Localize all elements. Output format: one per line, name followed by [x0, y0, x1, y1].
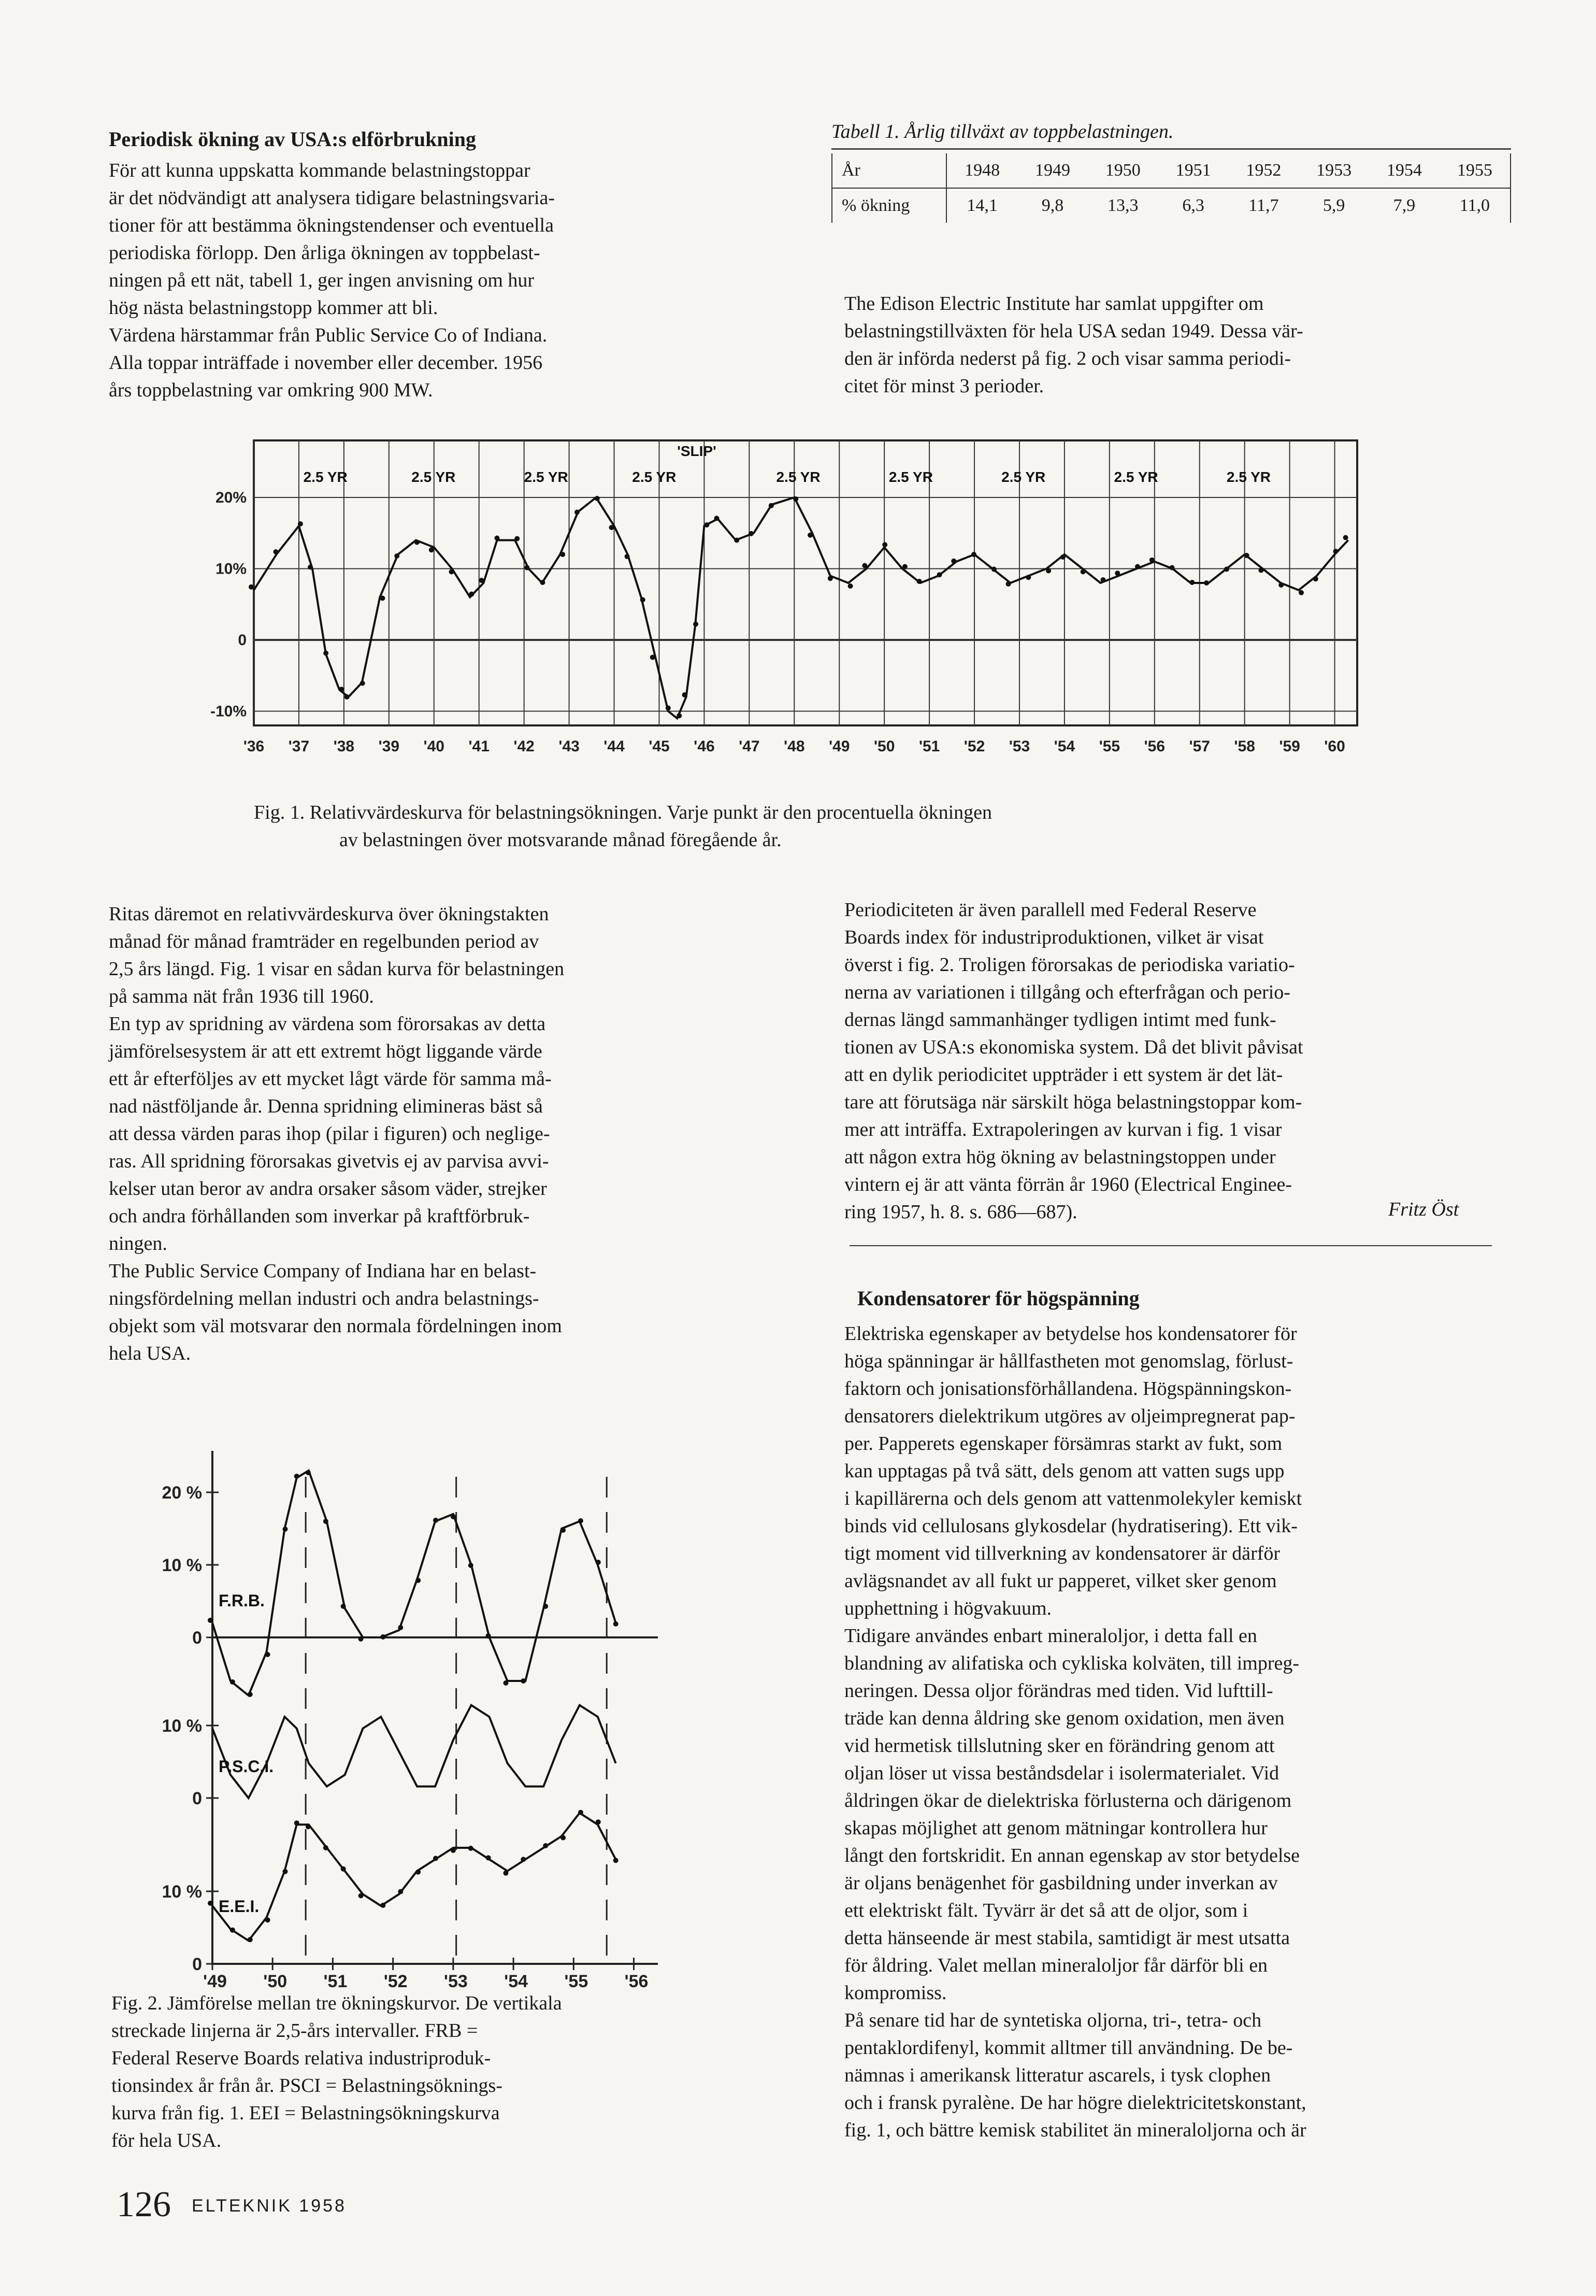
- fig2-data-point: [560, 1835, 566, 1841]
- fig2-data-point: [468, 1846, 473, 1851]
- left-body-text: [109, 901, 772, 1367]
- fig1-data-point: [344, 694, 350, 700]
- text-line: objekt som väl motsvarar den normala fördelningen inom: [109, 1315, 562, 1337]
- fig2-data-point: [306, 1824, 311, 1829]
- fig1-x-tick: '57: [1189, 738, 1210, 755]
- table1-growth-cell: 9,8: [1041, 196, 1064, 215]
- fig1-x-tick: '53: [1009, 738, 1030, 755]
- fig1-data-point: [1026, 575, 1031, 580]
- fig1-y-tick: -10%: [210, 703, 247, 720]
- fig2-data-point: [451, 1848, 456, 1853]
- fig1-x-tick: '42: [513, 738, 535, 755]
- fig1-data-point: [449, 569, 454, 575]
- fig1-x-tick: '49: [828, 738, 850, 755]
- fig1-data-point: [595, 496, 600, 501]
- fig1-data-point: [1189, 580, 1195, 585]
- text-line: hög nästa belastningstopp kommer att bli.: [109, 297, 438, 319]
- fig1-data-point: [677, 713, 682, 718]
- text-line: att någon extra hög ökning av belastningstoppen under: [844, 1146, 1276, 1168]
- fig1-x-tick: '51: [918, 738, 940, 755]
- fig1-data-point: [1115, 571, 1120, 576]
- table1-note: [844, 290, 1513, 400]
- fig2-data-point: [380, 1903, 385, 1908]
- text-line: Värdena härstammar från Public Service Co of Indiana.: [109, 324, 548, 346]
- fig1-x-tick: '40: [423, 738, 445, 755]
- text-line: nerna av variationen i tillgång och efterfrågan och perio-: [844, 981, 1290, 1003]
- fig1-data-point: [1135, 564, 1140, 569]
- fig2-data-point: [282, 1527, 287, 1532]
- fig1-y-tick: 10%: [215, 560, 247, 578]
- fig2-y-label: 0: [192, 1789, 202, 1808]
- text-line: ningen på ett nät, tabell 1, ger ingen anvisning om hur: [109, 269, 535, 291]
- fig1-chart: [197, 435, 1388, 793]
- author-signature: Fritz Öst: [1388, 1199, 1459, 1220]
- fig1-data-point: [704, 522, 709, 527]
- fig2-data-point: [306, 1470, 311, 1475]
- fig1-y-tick: 0: [238, 632, 247, 649]
- fig1-data-point: [308, 565, 313, 570]
- fig1-data-point: [749, 531, 754, 536]
- fig1-period-label: 2.5 YR: [888, 469, 933, 485]
- fig1-data-point: [808, 533, 813, 538]
- fig2-data-point: [341, 1866, 346, 1872]
- fig1-data-point: [1081, 569, 1086, 575]
- fig2-data-point: [560, 1528, 566, 1533]
- table1-growth-cell: 11,0: [1440, 188, 1511, 223]
- text-line: Elektriska egenskaper av betydelse hos kondensatorer för: [844, 1323, 1297, 1345]
- fig2-data-point: [433, 1518, 438, 1523]
- table1: [831, 153, 1511, 223]
- intro-text: [109, 157, 772, 404]
- fig2-curve-psci: [212, 1705, 616, 1798]
- text-line: The Public Service Company of Indiana har en belast-: [109, 1260, 537, 1282]
- text-line: blandning av alifatiska och cykliska kolväten, till impreg-: [844, 1652, 1299, 1674]
- fig1-data-point: [380, 596, 385, 601]
- fig2-data-point: [248, 1937, 253, 1942]
- fig1-period-label: 2.5 YR: [1001, 469, 1046, 485]
- fig1-caption-line2: av belastningen över motsvarande månad föregående år.: [339, 829, 782, 851]
- text-line: Boards index för industriproduktionen, vilket är visat: [844, 926, 1264, 948]
- text-line: jämförelsesystem är att ett extremt högt liggande värde: [109, 1040, 542, 1062]
- text-line: att dessa värden paras ihop (pilar i figuren) och neglige-: [109, 1123, 550, 1145]
- text-line: för åldring. Valet mellan mineraloljor får därför bli en: [844, 1955, 1268, 1976]
- fig1-data-point: [769, 503, 774, 508]
- caption-line: tionsindex år från år. PSCI = Belastningsöknings-: [111, 2075, 502, 2097]
- fig2-curve-frb: [212, 1471, 616, 1695]
- fig1-data-point: [524, 565, 529, 571]
- fig1-y-tick: 20%: [215, 489, 247, 506]
- fig2-y-label: 0: [192, 1628, 202, 1648]
- text-line: mer att inträffa. Extrapoleringen av kurvan i fig. 1 visar: [844, 1119, 1282, 1140]
- fig2-data-point: [503, 1680, 508, 1686]
- fig2-data-point: [613, 1621, 619, 1627]
- fig2-x-tick: '51: [323, 1972, 348, 1990]
- table1-year-cell: 1948: [946, 153, 1017, 188]
- fig1-x-tick: '44: [603, 738, 625, 755]
- fig1-data-point: [666, 706, 671, 711]
- fig2-data-point: [248, 1692, 253, 1697]
- fig2-x-tick: '49: [203, 1972, 227, 1990]
- fig1-data-point: [793, 496, 798, 502]
- text-line: För att kunna uppskatta kommande belastningstoppar: [109, 160, 530, 181]
- fig1-data-point: [1149, 558, 1155, 563]
- text-line: att en dylik periodicitet uppträder i ett system är det lät-: [844, 1064, 1283, 1086]
- fig2-data-point: [433, 1856, 438, 1861]
- fig2-curve-label: F.R.B.: [219, 1591, 265, 1610]
- fig2-caption: [111, 1990, 785, 2155]
- table1-growth-label: % ökning: [832, 188, 946, 223]
- fig1-data-point: [917, 579, 922, 584]
- fig1-x-tick: '56: [1144, 738, 1166, 755]
- fig1-data-point: [1333, 549, 1339, 554]
- text-line: avlägsnandet av all fukt ur papperet, vilket sker genom: [844, 1570, 1277, 1592]
- fig1-period-label: 2.5 YR: [632, 469, 677, 485]
- text-line: faktorn och jonisationsförhållandena. Högspänningskon-: [844, 1378, 1292, 1400]
- fig1-x-tick: '50: [873, 738, 895, 755]
- fig2-x-tick: '55: [564, 1972, 588, 1990]
- table1-year-cell: 1955: [1440, 153, 1511, 188]
- fig1-data-point: [693, 622, 698, 627]
- fig2-data-point: [282, 1869, 287, 1874]
- fig2-data-point: [415, 1578, 421, 1583]
- table1-growth-row: [832, 188, 1511, 223]
- text-line: The Edison Electric Institute har samlat uppgifter om: [844, 293, 1264, 315]
- text-line: per. Papperets egenskaper försämras starkt av fukt, som: [844, 1433, 1283, 1454]
- fig2-data-point: [398, 1625, 403, 1630]
- fig1-data-point: [1299, 590, 1304, 595]
- text-line: tigt moment vid tillverkning av kondensatorer är därför: [844, 1543, 1281, 1564]
- fig2-data-point: [341, 1604, 346, 1609]
- text-line: Periodiciteten är även parallell med Federal Reserve: [844, 899, 1257, 921]
- fig1-data-point: [1224, 567, 1229, 572]
- fig1-x-tick: '48: [784, 738, 805, 755]
- fig1-data-point: [882, 542, 887, 547]
- text-line: åldringen ökar de dielektriska förlusterna och därigenom: [844, 1790, 1292, 1812]
- fig1-data-point: [1313, 576, 1318, 581]
- text-line: belastningstillväxten för hela USA sedan 1949. Dessa vär-: [844, 320, 1303, 342]
- fig1-x-tick: '37: [288, 738, 310, 755]
- fig2-data-point: [230, 1679, 235, 1685]
- fig2-y-label: 10 %: [162, 1716, 202, 1736]
- fig2-data-point: [578, 1518, 583, 1523]
- fig1-data-point: [249, 584, 254, 590]
- fig2-data-point: [596, 1560, 601, 1565]
- fig2-data-point: [358, 1893, 364, 1899]
- text-line: tionen av USA:s ekonomiska system. Då det blivit påvisat: [844, 1036, 1303, 1058]
- text-line: ring 1957, h. 8. s. 686—687).: [844, 1201, 1077, 1223]
- fig1-period-label: 2.5 YR: [1226, 469, 1271, 485]
- article-divider: [850, 1245, 1492, 1246]
- text-line: och andra förhållanden som inverkar på kraftförbruk-: [109, 1205, 530, 1227]
- fig1-data-point: [734, 538, 739, 543]
- table1-year-cell: 1954: [1369, 153, 1440, 188]
- text-line: ras. All spridning förorsakas givetvis ej av parvisa avvi-: [109, 1150, 549, 1172]
- text-line: månad för månad framträder en regelbunden period av: [109, 931, 539, 952]
- fig2-y-label: 0: [192, 1955, 202, 1974]
- fig1-data-point: [862, 563, 867, 568]
- fig2-data-point: [398, 1889, 403, 1894]
- fig1-x-tick: '59: [1279, 738, 1300, 755]
- fig1-curve: [254, 497, 1348, 718]
- fig1-data-point: [1258, 568, 1263, 573]
- fig1-data-point: [429, 547, 434, 552]
- fig1-data-point: [971, 552, 976, 557]
- text-line: tioner för att bestämma ökningstendenser och eventuella: [109, 215, 554, 236]
- fig1-data-point: [828, 576, 833, 581]
- text-line: överst i fig. 2. Troligen förorsakas de periodiska variatio-: [844, 954, 1295, 976]
- text-line: På senare tid har de syntetiska oljorna, tri-, tetra- och: [844, 2009, 1262, 2031]
- fig1-x-tick: '47: [739, 738, 760, 755]
- text-line: tare att förutsäga när särskilt höga belastningstoppar kom-: [844, 1091, 1302, 1113]
- fig2-curve-eei: [212, 1813, 616, 1941]
- caption-line: streckade linjerna är 2,5-års intervaller. FRB =: [111, 2020, 478, 2042]
- fig2-data-point: [380, 1634, 385, 1639]
- fig1-x-tick: '46: [694, 738, 715, 755]
- text-line: års toppbelastning var omkring 900 MW.: [109, 379, 433, 401]
- fig1-data-point: [298, 521, 303, 526]
- fig1-data-point: [339, 687, 344, 692]
- fig1-caption: [254, 799, 1393, 854]
- fig1-data-point: [1204, 580, 1209, 586]
- fig2-x-tick: '53: [443, 1972, 468, 1990]
- fig2-data-point: [265, 1917, 270, 1922]
- right-body-text: [844, 896, 1513, 1226]
- fig1-data-point: [902, 564, 908, 569]
- text-line: fig. 1, och bättre kemisk stabilitet än mineraloljorna och är: [844, 2119, 1306, 2141]
- table1-year-cell: 1949: [1017, 153, 1088, 188]
- fig1-data-point: [360, 681, 365, 686]
- text-line: periodiska förlopp. Den årliga ökningen av toppbelast-: [109, 242, 540, 264]
- fig1-caption-line1: Fig. 1. Relativvärdeskurva för belastningsökningen. Varje punkt är den procentuella ökningen: [254, 802, 992, 823]
- fig2-data-point: [208, 1901, 213, 1906]
- fig1-data-point: [540, 580, 545, 585]
- fig1-data-point: [1006, 581, 1011, 587]
- caption-line: Federal Reserve Boards relativa industriproduk-: [111, 2047, 491, 2069]
- fig1-data-point: [609, 525, 614, 530]
- page-number: 126: [117, 2185, 171, 2224]
- table1-growth-cell: 6,3: [1182, 196, 1204, 215]
- fig1-data-point: [937, 572, 942, 577]
- text-line: träde kan denna åldring ske genom oxidation, men även: [844, 1707, 1285, 1729]
- fig1-data-point: [1046, 568, 1051, 574]
- table1-year-cell: 1950: [1088, 153, 1158, 188]
- fig1-data-point: [682, 692, 687, 697]
- fig1-data-point: [1170, 565, 1175, 571]
- fig1-data-point: [650, 655, 655, 660]
- table1-year-row: [832, 153, 1511, 188]
- fig1-data-point: [494, 536, 499, 541]
- fig1-period-label: 2.5 YR: [524, 469, 568, 485]
- fig1-data-point: [273, 549, 278, 554]
- table1-year-label: År: [832, 153, 946, 188]
- table1-year-cell: 1953: [1299, 153, 1369, 188]
- text-line: upphettning i högvakuum.: [844, 1598, 1052, 1619]
- fig1-x-tick: '43: [558, 738, 580, 755]
- fig1-data-point: [514, 536, 520, 541]
- fig2-data-point: [486, 1633, 491, 1638]
- fig2-x-tick: '54: [504, 1972, 528, 1990]
- text-line: kan upptagas på två sätt, dels genom att vatten sugs upp: [844, 1460, 1285, 1482]
- text-line: binds vid cellulosans glykosdelar (hydratisering). Ett vik-: [844, 1515, 1298, 1537]
- fig1-data-point: [1244, 553, 1249, 558]
- fig2-curve-label: E.E.I.: [219, 1897, 260, 1916]
- journal-name: ELTEKNIK 1958: [192, 2196, 347, 2216]
- text-line: hela USA.: [109, 1343, 191, 1364]
- fig1-x-tick: '55: [1099, 738, 1120, 755]
- text-line: höga spänningar är hållfastheten mot genomslag, förlust-: [844, 1350, 1293, 1372]
- fig2-x-tick: '56: [624, 1972, 649, 1990]
- fig1-data-point: [469, 592, 474, 597]
- fig2-data-point: [294, 1820, 299, 1826]
- text-line: i kapillärerna och dels genom att vattenmolekyler kemiskt: [844, 1488, 1302, 1509]
- table1-growth-cell: 13,3: [1108, 196, 1139, 215]
- text-line: pentaklordifenyl, kommit alltmer till användning. De be-: [844, 2037, 1293, 2059]
- text-line: och i fransk pyralène. De har högre dielektricitetskonstant,: [844, 2092, 1306, 2114]
- second-article-text: [844, 1320, 1513, 2144]
- table1-top-rule: [831, 148, 1511, 150]
- fig1-x-tick: '41: [468, 738, 490, 755]
- fig1-data-point: [848, 583, 853, 589]
- fig2-data-point: [294, 1474, 299, 1479]
- fig1-period-label: 2.5 YR: [303, 469, 348, 485]
- article-heading-periodisk: Periodisk ökning av USA:s elförbrukning: [109, 127, 477, 151]
- caption-line: kurva från fig. 1. EEI = Belastningsökningskurva: [111, 2102, 500, 2124]
- fig1-data-point: [323, 651, 328, 656]
- fig1-x-tick: '45: [649, 738, 670, 755]
- fig2-data-point: [323, 1845, 328, 1850]
- text-line: 2,5 års längd. Fig. 1 visar en sådan kurva för belastningen: [109, 958, 565, 980]
- text-line: ningen.: [109, 1233, 167, 1254]
- fig1-data-point: [414, 540, 420, 545]
- text-line: dernas längd sammanhänger tydligen intimt med funk-: [844, 1009, 1276, 1031]
- fig2-data-point: [543, 1604, 548, 1609]
- fig1-data-point: [991, 567, 997, 572]
- fig1-slip-label: 'SLIP': [677, 443, 716, 459]
- text-line: vid hermetisk tillslutning sker en förändring genom att: [844, 1735, 1275, 1757]
- text-line: citet för minst 3 perioder.: [844, 375, 1044, 397]
- caption-line: för hela USA.: [111, 2130, 222, 2151]
- fig2-data-point: [596, 1819, 601, 1824]
- fig2-data-point: [358, 1636, 364, 1642]
- table1-year-cell: 1952: [1228, 153, 1299, 188]
- text-line: på samma nät från 1936 till 1960.: [109, 986, 374, 1007]
- fig2-y-label: 10 %: [162, 1882, 202, 1902]
- fig1-x-tick: '58: [1234, 738, 1255, 755]
- text-line: är det nödvändigt att analysera tidigare belastningsvaria-: [109, 187, 555, 209]
- fig1-data-point: [640, 597, 645, 603]
- fig1-x-tick: '38: [333, 738, 355, 755]
- fig1-x-tick: '52: [964, 738, 985, 755]
- text-line: skapas möjlighet att genom mätningar kontrollera hur: [844, 1817, 1268, 1839]
- text-line: ningsfördelning mellan industri och andra belastnings-: [109, 1288, 539, 1309]
- fig1-period-label: 2.5 YR: [1114, 469, 1158, 485]
- fig1-data-point: [574, 510, 580, 515]
- article-heading-kondensatorer: Kondensatorer för högspänning: [857, 1287, 1140, 1310]
- fig1-data-point: [560, 552, 565, 557]
- text-line: Ritas däremot en relativvärdeskurva över ökningstakten: [109, 903, 549, 925]
- fig2-y-label: 10 %: [162, 1556, 202, 1575]
- fig2-data-point: [208, 1618, 213, 1623]
- table1-caption: Tabell 1. Årlig tillväxt av toppbelastningen.: [831, 121, 1174, 142]
- fig2-data-point: [613, 1858, 619, 1863]
- fig1-data-point: [1100, 577, 1105, 582]
- table1-growth-cell: 5,9: [1322, 196, 1345, 215]
- table1-year-cell: 1951: [1158, 153, 1229, 188]
- text-line: Alla toppar inträffade i november eller december. 1956: [109, 352, 543, 374]
- fig1-data-point: [714, 516, 719, 521]
- text-line: den är införda nederst på fig. 2 och visar samma periodi-: [844, 348, 1291, 369]
- fig2-x-tick: '50: [263, 1972, 287, 1990]
- fig2-x-tick: '52: [383, 1972, 408, 1990]
- fig2-data-point: [415, 1870, 421, 1875]
- text-line: densatorers dielektrikum utgöres av oljeimpregnerat pap-: [844, 1405, 1296, 1427]
- text-line: nämnas i amerikansk litteratur ascarels, i tysk clophen: [844, 2064, 1271, 2086]
- text-line: kompromiss.: [844, 1982, 947, 2004]
- caption-line: Fig. 2. Jämförelse mellan tre ökningskurvor. De vertikala: [111, 1992, 562, 2014]
- table1-growth-cell: 14,1: [967, 196, 998, 215]
- fig1-x-tick: '36: [243, 738, 265, 755]
- fig1-x-tick: '54: [1054, 738, 1075, 755]
- fig2-data-point: [265, 1652, 270, 1657]
- text-line: Tidigare användes enbart mineraloljor, i detta fall en: [844, 1625, 1257, 1647]
- fig2-data-point: [521, 1857, 526, 1862]
- text-line: kelser utan beror av andra orsaker såsom väder, strejker: [109, 1178, 547, 1200]
- fig1-x-tick: '39: [378, 738, 400, 755]
- fig2-chart: [135, 1446, 704, 1990]
- fig2-curve-label: P.S.C.I.: [219, 1757, 274, 1776]
- text-line: oljan löser ut vissa beståndsdelar i isolermaterialet. Vid: [844, 1762, 1279, 1784]
- fig1-data-point: [1343, 535, 1348, 540]
- text-line: nad nästföljande år. Denna spridning elimineras bäst så: [109, 1095, 543, 1117]
- fig1-period-label: 2.5 YR: [776, 469, 821, 485]
- fig2-data-point: [451, 1514, 456, 1519]
- text-line: detta hänseende är mest stabila, samtidigt är mest utsatta: [844, 1927, 1290, 1949]
- text-line: En typ av spridning av värdena som förorsakas av detta: [109, 1013, 546, 1035]
- text-line: ett elektriskt fält. Tyvärr är det så att de oljor, som i: [844, 1900, 1248, 1921]
- fig1-period-label: 2.5 YR: [411, 469, 456, 485]
- fig2-y-label: 20 %: [162, 1483, 202, 1503]
- fig2-data-point: [468, 1563, 473, 1568]
- fig1-data-point: [951, 559, 956, 564]
- fig1-x-tick: '60: [1324, 738, 1345, 755]
- fig2-data-point: [323, 1519, 328, 1524]
- text-line: är oljans benägenhet för gasbildning under inverkan av: [844, 1872, 1278, 1894]
- fig1-data-point: [394, 553, 399, 559]
- fig2-data-point: [578, 1810, 583, 1815]
- fig2-data-point: [543, 1843, 548, 1848]
- text-line: vintern ej är att vänta förrän år 1960 (Electrical Enginee-: [844, 1174, 1292, 1195]
- text-line: neringen. Dessa oljor förändras med tiden. Vid lufttill-: [844, 1680, 1273, 1702]
- fig1-data-point: [625, 554, 630, 559]
- fig1-data-point: [479, 578, 484, 583]
- fig2-data-point: [486, 1855, 491, 1860]
- fig2-data-point: [503, 1871, 508, 1876]
- text-line: ett år efterföljes av ett mycket lågt värde för samma må-: [109, 1068, 552, 1090]
- text-line: långt den fortskridit. En annan egenskap av stor betydelse: [844, 1845, 1300, 1866]
- fig2-data-point: [230, 1928, 235, 1933]
- fig2-data-point: [521, 1678, 526, 1684]
- table1-growth-cell: 11,7: [1248, 196, 1279, 215]
- table1-growth-cell: 7,9: [1393, 196, 1416, 215]
- fig1-data-point: [1278, 582, 1284, 588]
- fig1-data-point: [1060, 554, 1066, 560]
